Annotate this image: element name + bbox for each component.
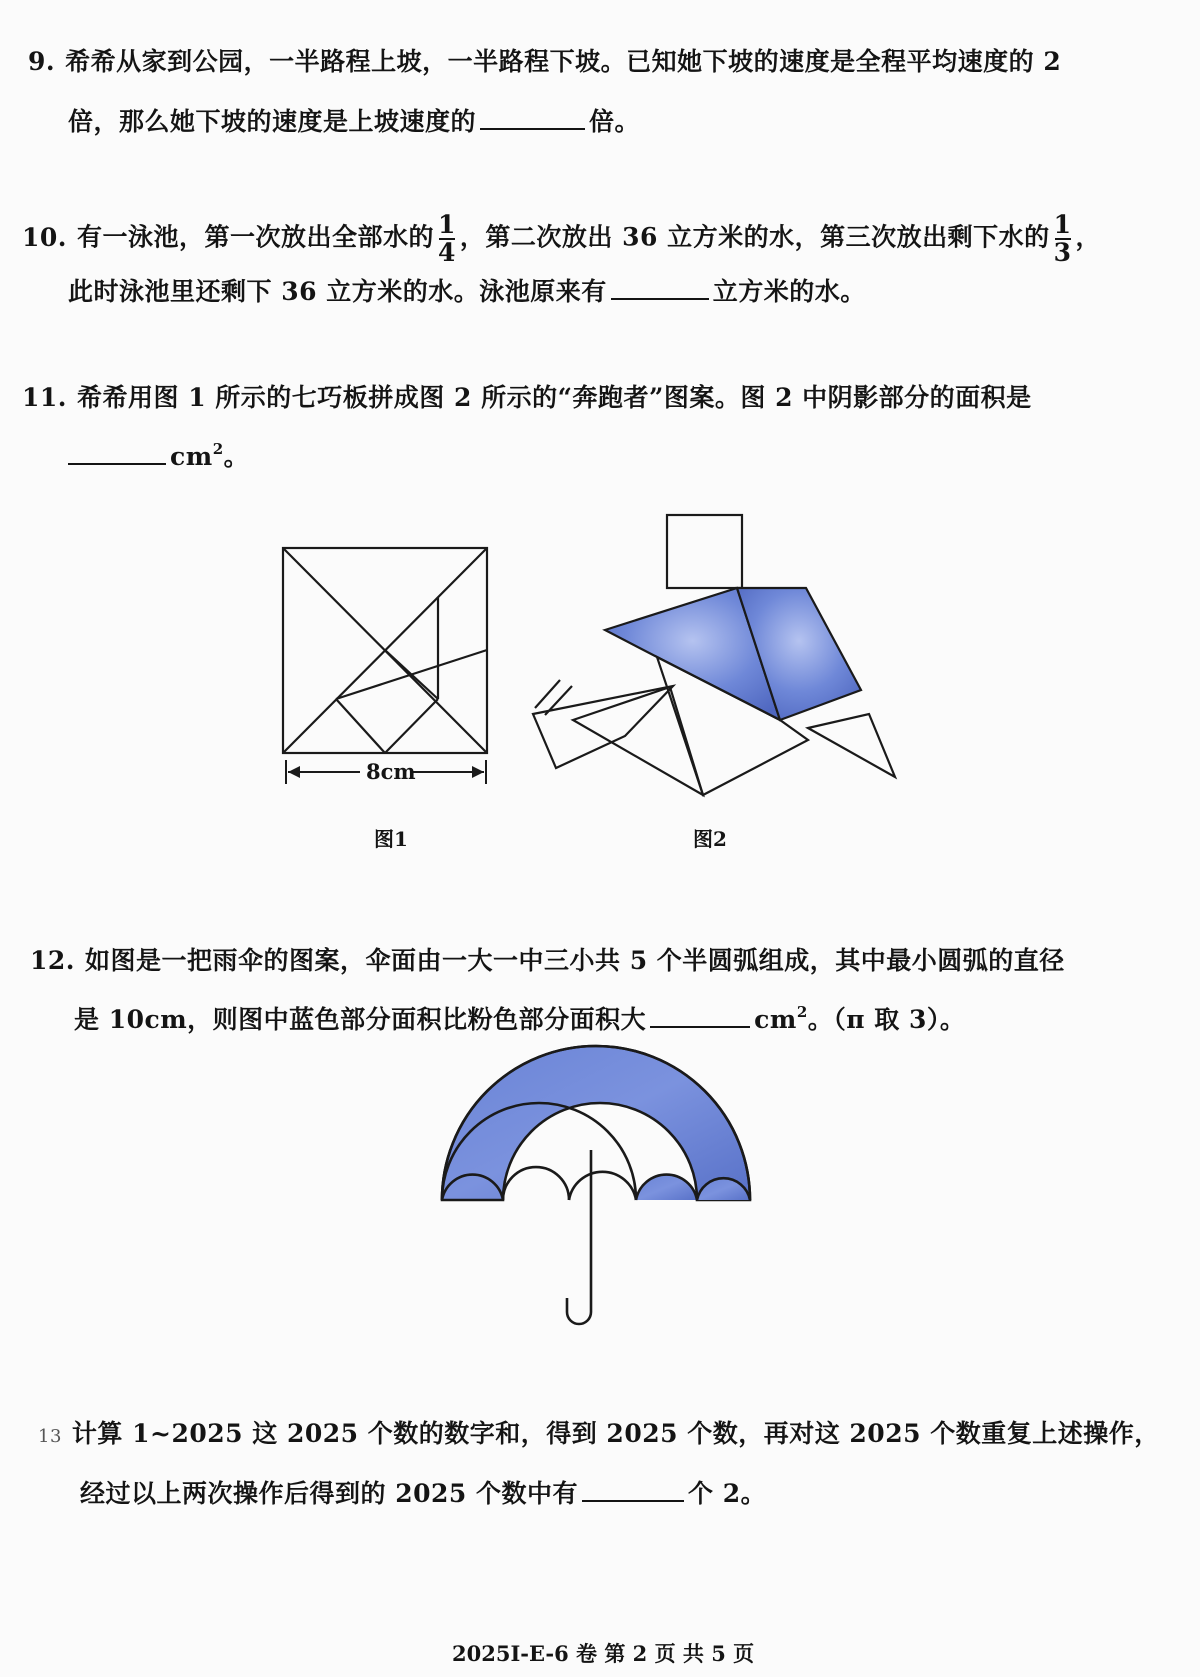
umbrella-medium-arc [442, 1103, 636, 1200]
runner-leg-piece [573, 687, 703, 795]
q10-frac2-num: 1 [1053, 210, 1072, 239]
q13-text3: 个 2。 [688, 1479, 767, 1508]
runner-shaded-triangle [605, 588, 780, 720]
q10-line1 [22, 212, 1101, 266]
q11-text: 希希用图 1 所示的七巧板拼成图 2 所示的“奔跑者”图案。图 2 中阴影部分的面积是 [77, 383, 1032, 412]
q10-line2 [68, 272, 866, 308]
tangram-line [336, 699, 385, 753]
q13-line2 [80, 1474, 766, 1510]
q12-text: 如图是一把雨伞的图案，伞面由一大一中三小共 5 个半圆弧组成，其中最小圆弧的直径 [85, 946, 1065, 975]
q12-line1 [30, 941, 1065, 977]
tangram-line [336, 650, 487, 699]
q9-text3: 倍。 [589, 107, 641, 136]
q11-unit-exponent: 2 [212, 440, 224, 458]
q12-text3: 。（π 取 3）。 [807, 1005, 966, 1034]
q10-text-c: ， [1075, 222, 1102, 252]
q10-fraction-1 [438, 212, 456, 266]
umbrella-small-arc [697, 1178, 750, 1200]
figure-1-dimension-label: 8cm [366, 759, 416, 784]
q13-text2: 经过以上两次操作后得到的 2025 个数中有 [80, 1479, 578, 1508]
page-footer: 2025I-E-6 卷 第 2 页 共 5 页 [452, 1641, 755, 1666]
q12-number: 12. [30, 946, 75, 975]
q9-number: 9. [28, 47, 56, 76]
runner-shaded-parallelogram [737, 588, 861, 720]
q11-line1 [22, 378, 1032, 414]
umbrella-large-arc [442, 1046, 750, 1200]
runner-back-triangle [808, 714, 895, 777]
q13-number: 13 [38, 1426, 62, 1447]
umbrella-small-arc [569, 1172, 636, 1200]
figure-2-caption: 图2 [693, 827, 727, 851]
q12-text2: 是 10cm，则图中蓝色部分面积比粉色部分面积大 [74, 1005, 647, 1034]
q9-text: 希希从家到公园，一半路程上坡，一半路程下坡。已知她下坡的速度是全程平均速度的 2 [65, 47, 1062, 76]
tangram-line [385, 699, 438, 753]
runner-motion-mark [545, 686, 572, 715]
q13-line1 [38, 1414, 1160, 1450]
answer-blank-q13[interactable] [582, 1496, 684, 1502]
runner-arm-parallelogram [533, 686, 673, 768]
tangram-line [283, 548, 487, 753]
q10-fraction-2 [1054, 212, 1072, 266]
answer-blank-q12[interactable] [650, 1022, 750, 1028]
q12-line2 [74, 1000, 965, 1036]
q10-text2: 此时泳池里还剩下 36 立方米的水。泳池原来有 [68, 277, 607, 306]
q10-text-a: 有一泳池，第一次放出全部水的 [77, 222, 435, 252]
answer-blank-q11[interactable] [68, 459, 166, 465]
tangram-line [385, 650, 438, 699]
answer-blank-q10[interactable] [611, 294, 709, 300]
umbrella-small-arc [636, 1175, 697, 1200]
umbrella-small-arc [442, 1175, 503, 1200]
runner-body-triangle [657, 657, 808, 795]
q10-number: 10. [22, 222, 67, 252]
umbrella-blue-region [442, 1046, 750, 1200]
runner-motion-mark [535, 680, 560, 708]
figure-1-caption: 图1 [374, 827, 408, 851]
q13-text: 计算 1~2025 这 2025 个数的数字和，得到 2025 个数，再对这 2025 个数重复上述操作， [71, 1419, 1160, 1448]
q10-text3: 立方米的水。 [712, 277, 866, 306]
umbrella-small-arc [503, 1167, 569, 1200]
runner-head-square [667, 515, 742, 588]
tangram-square-outline [283, 548, 487, 753]
q11-number: 11. [22, 383, 67, 412]
q10-text-b: ，第二次放出 36 立方米的水，第三次放出剩下水的 [459, 222, 1050, 252]
q10-frac1-num: 1 [438, 210, 456, 239]
q10-frac2-den: 3 [1053, 238, 1072, 267]
q11-unit: cm [170, 442, 213, 471]
tangram-line [283, 548, 487, 753]
umbrella-handle [567, 1150, 591, 1324]
answer-blank-q9[interactable] [480, 124, 585, 130]
q12-unit-exponent: 2 [796, 1003, 808, 1021]
q11-line2 [68, 437, 249, 473]
q9-text2: 倍，那么她下坡的速度是上坡速度的 [68, 107, 477, 136]
q9-line1 [28, 42, 1061, 78]
q9-line2 [68, 102, 640, 138]
q12-unit: cm [754, 1005, 797, 1034]
q10-frac1-den: 4 [438, 238, 456, 267]
q11-unit-tail: 。 [223, 442, 250, 471]
